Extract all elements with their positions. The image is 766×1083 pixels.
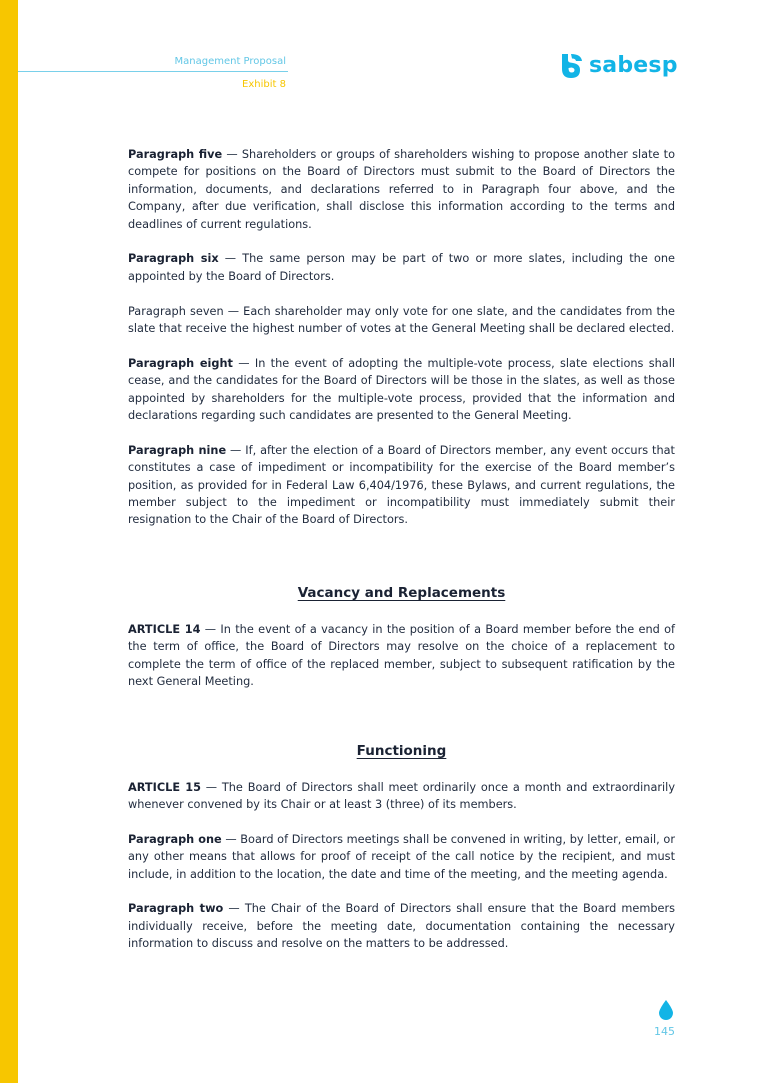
paragraph-text: — Board of Directors meetings shall be convened in writing, by letter, email, or any other means that allows for proof of receipt of the call notice by the recipient, and must include, in addition to the location, the date and time of the meeting, and the meeting agenda. — [128, 832, 675, 881]
paragraph-label: ARTICLE 14 — [128, 622, 201, 636]
paragraph-label: Paragraph two — [128, 902, 224, 916]
logo-text: sabesp — [589, 53, 678, 78]
header-title: Management Proposal — [174, 56, 286, 67]
sabesp-logo-icon — [559, 52, 585, 80]
paragraph-two — [128, 900, 675, 952]
paragraph-label: ARTICLE 15 — [128, 780, 201, 794]
paragraph-six — [128, 250, 675, 285]
paragraph-text: — Shareholders or groups of shareholders wishing to propose another slate to compete for positions on the Board of Directors must submit to the Board of Directors the information, documents, and declarations referred to in Paragraph four above, and the Company, after due verification, shall disclose this information according to the terms and deadlines of current regulations. — [128, 148, 675, 231]
header-exhibit: Exhibit 8 — [242, 79, 286, 90]
paragraph-nine — [128, 442, 675, 529]
paragraph-label: Paragraph six — [128, 252, 219, 266]
sabesp-logo — [559, 52, 678, 80]
paragraph-text: — The same person may be part of two or more slates, including the one appointed by the Board of Directors. — [128, 252, 675, 283]
paragraph-one — [128, 831, 675, 883]
paragraph-label: Paragraph eight — [128, 356, 233, 370]
header-rule — [18, 71, 288, 72]
paragraph-five — [128, 146, 675, 233]
paragraph-text: — The Board of Directors shall meet ordinarily once a month and extraordinarily whenever convened by its Chair or at least 3 (three) of its members. — [128, 780, 676, 811]
paragraph-text: — In the event of a vacancy in the position of a Board member before the end of the term of office, the Board of Directors may resolve on the choice of a replacement to complete the term of office of the replaced member, subject to subsequent ratification by the next General Meeting. — [128, 622, 676, 689]
water-drop-icon — [659, 1000, 673, 1020]
section-heading-vacancy: Vacancy and Replacements — [297, 584, 506, 601]
paragraph-label: Paragraph nine — [128, 443, 227, 457]
left-accent-bar — [0, 0, 18, 1083]
paragraph-text: — If, after the election of a Board of Directors member, any event occurs that constitutes a case of impediment or incompatibility for the exercise of the Board member’s position, as provided for in Federal Law 6,404/1976, these Bylaws, and current regulations, the member subject to the impediment or incompatibility must immediately submit their resignation to the Chair of the Board of Directors. — [128, 443, 675, 527]
paragraph-text: — The Chair of the Board of Directors shall ensure that the Board members individually receive, before the meeting date, documentation containing the necessary information to discuss and resolve on the matters to be addressed. — [128, 902, 675, 951]
document-body — [128, 146, 675, 953]
section-heading-functioning: Functioning — [356, 742, 447, 759]
paragraph-label: Paragraph one — [128, 832, 222, 846]
paragraph-eight — [128, 355, 675, 425]
paragraph-seven — [128, 303, 675, 338]
article-14 — [128, 621, 675, 691]
article-15 — [128, 779, 675, 814]
page-number: 145 — [654, 1025, 675, 1038]
paragraph-text: Paragraph seven — Each shareholder may only vote for one slate, and the candidates from the slate that receive the highest number of votes at the General Meeting shall be declared elected. — [128, 304, 675, 336]
paragraph-text: — In the event of adopting the multiple-vote process, slate elections shall cease, and the candidates for the Board of Directors will be those in the slates, as well as those appointed by shareholders for the multiple-vote process, provided that the information and declarations regarding such candidates are presented to the General Meeting. — [128, 356, 676, 423]
paragraph-label: Paragraph five — [128, 148, 223, 161]
